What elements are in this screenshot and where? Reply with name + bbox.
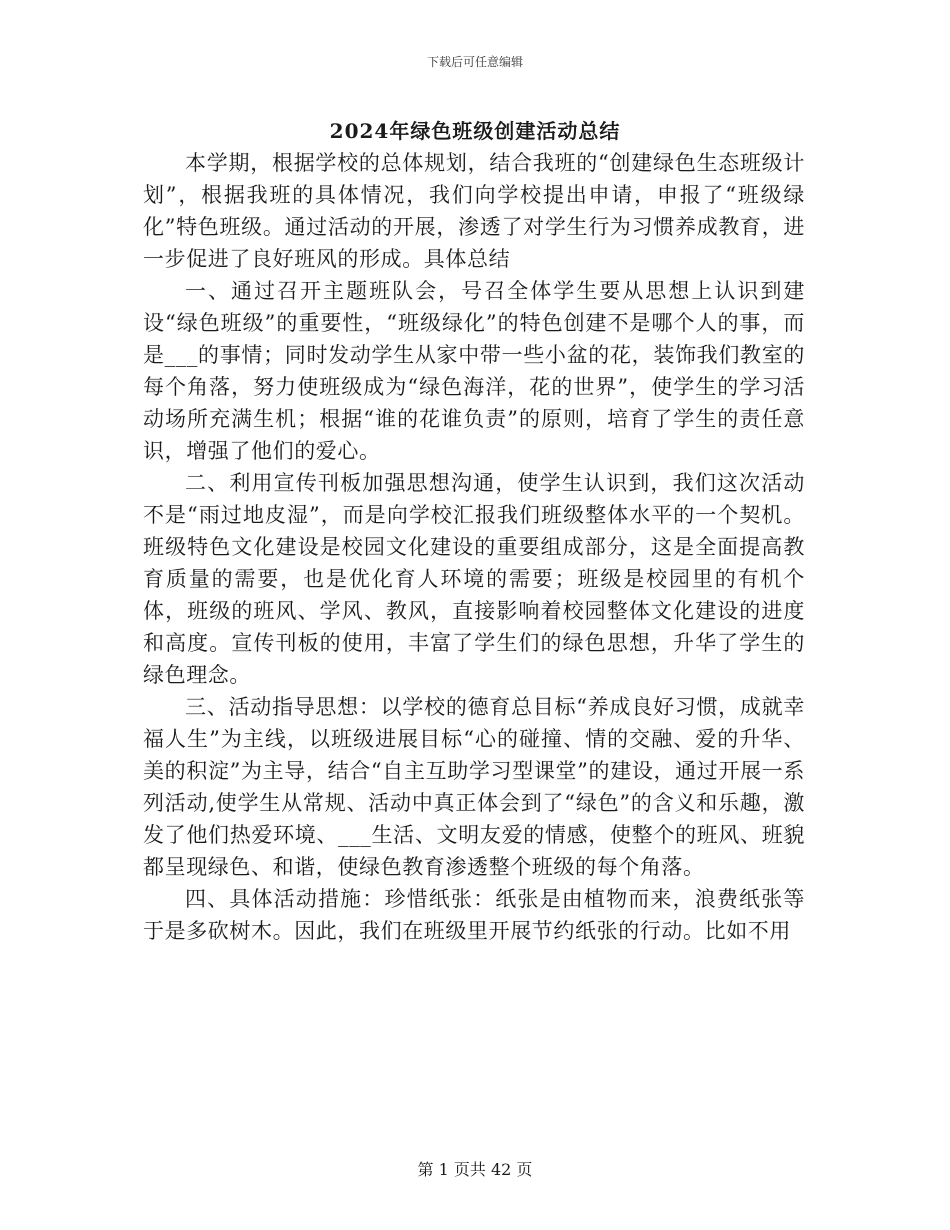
document-title: 2024年绿色班级创建活动总结 <box>329 119 621 143</box>
page-number-footer: 第 1 页共 42 页 <box>417 1160 533 1179</box>
paragraph-section-2: 二、利用宣传刊板加强思想沟通，使学生认识到，我们这次活动不是“雨过地皮湿”，而是向学校汇报我们班级整体水平的一个契机。班级特色文化建设是校园文化建设的重要组成部分，这是全面提高教育质量的需要，也是优化育人环境的需要；班级是校园里的有机个体，班级的班风、学风、教风，直接影响着校园整体文化建设的进度和高度。宣传刊板的使用，丰富了学生们的绿色思想，升华了学生的绿色理念。 <box>143 471 805 687</box>
paragraph-intro: 本学期，根据学校的总体规划，结合我班的“创建绿色生态班级计划”，根据我班的具体情况，我们向学校提出申请，申报了“班级绿化”特色班级。通过活动的开展，渗透了对学生行为习惯养成教育，进一步促进了良好班风的形成。具体总结 <box>143 151 805 271</box>
paragraph-section-4: 四、具体活动措施：珍惜纸张：纸张是由植物而来，浪费纸张等于是多砍树木。因此，我们在班级里开展节约纸张的行动。比如不用 <box>143 887 805 943</box>
paragraph-section-1: 一、通过召开主题班队会，号召全体学生要从思想上认识到建设“绿色班级”的重要性，“班级绿化”的特色创建不是哪个人的事，而是___的事情；同时发动学生从家中带一些小盆的花，装饰我们教室的每个角落，努力使班级成为“绿色海洋，花的世界”，使学生的学习活动场所充满生机；根据“谁的花谁负责”的原则，培育了学生的责任意识，增强了他们的爱心。 <box>143 279 805 463</box>
page-header-note: 下载后可任意编辑 <box>426 55 523 69</box>
paragraph-section-3: 三、活动指导思想：以学校的德育总目标“养成良好习惯，成就幸福人生”为主线，以班级进展目标“心的碰撞、情的交融、爱的升华、美的积淀”为主导，结合“自主互助学习型课堂”的建设，通过开展一系列活动,使学生从常规、活动中真正体会到了“绿色”的含义和乐趣，激发了他们热爱环境、___生活、文明友爱的情感，使整个的班风、班貌都呈现绿色、和谐，使绿色教育渗透整个班级的每个角落。 <box>143 695 805 879</box>
document-body <box>143 147 805 947</box>
